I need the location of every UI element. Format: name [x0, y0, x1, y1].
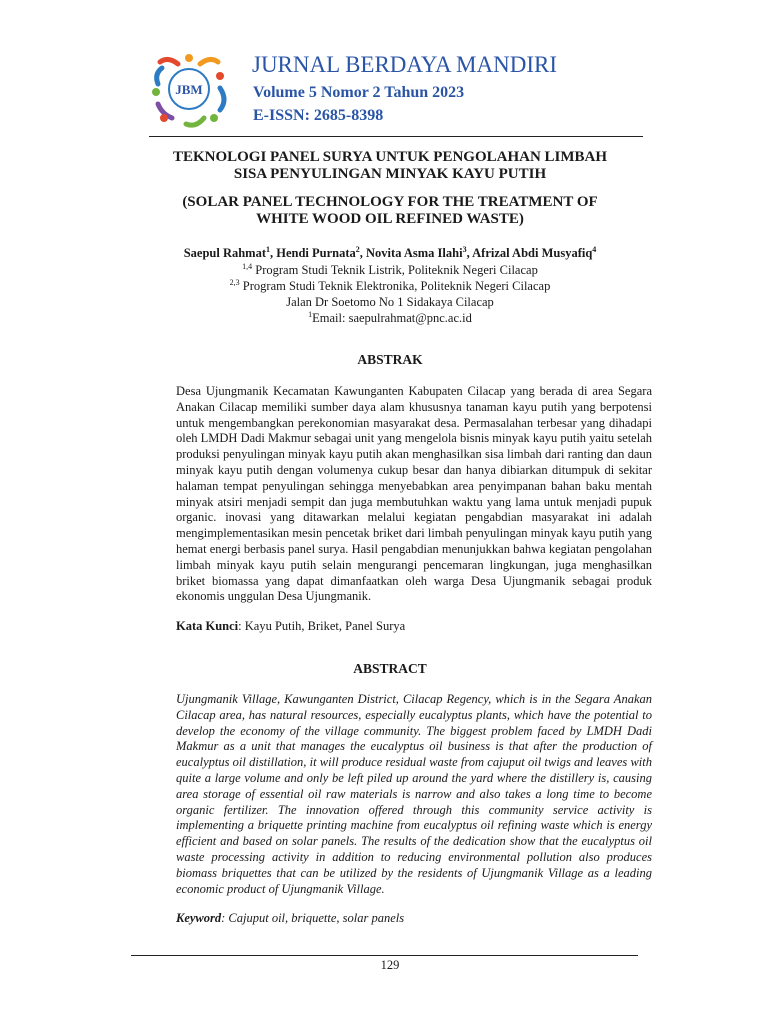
abstrak-heading: ABSTRAK [357, 352, 423, 367]
author-name: Novita Asma Ilahi [366, 246, 463, 260]
logo-text: JBM [175, 82, 203, 97]
title-english [100, 194, 680, 228]
keywords-label: Kata Kunci [176, 619, 239, 633]
author-sup: 3 [462, 244, 467, 254]
jbm-logo-icon [148, 48, 230, 130]
title-id-line-2: SISA PENYULINGAN MINYAK KAYU PUTIH [233, 166, 547, 182]
page-number: 129 [380, 958, 400, 972]
title-en-line-1: (SOLAR PANEL TECHNOLOGY FOR THE TREATMENT OF [182, 194, 598, 210]
abstrak-keywords [176, 618, 652, 634]
title-en-line-2: WHITE WOOD OIL REFINED WASTE) [256, 211, 524, 227]
affiliation-1: $^{1,4}$ Program Studi Teknik Listrik, Politeknik Negeri Cilacap [242, 261, 538, 277]
author-email: $^1$Email: saepulrahmat@pnc.ac.id [308, 309, 472, 325]
author-name: Hendi Purnata [276, 246, 356, 260]
journal-issn: E-ISSN: 2685-8398 [253, 107, 384, 124]
author-list: Saepul Rahmat$^1$, Hendi Purnata$^2$, Novita Asma Ilahi$^3$, Afrizal Abdi Musyafiq$^4$ [183, 244, 597, 260]
abstract-heading: ABSTRACT [353, 661, 427, 676]
affiliation-2: $^{2,3}$ Program Studi Teknik Elektronika, Politeknik Negeri Cilacap [229, 277, 551, 293]
author-sup: 1 [266, 244, 270, 254]
journal-header [148, 48, 648, 138]
abstrak-text: Desa Ujungmanik Kecamatan Kawunganten Kabupaten Cilacap yang berada di area Segara Anakan Cilacap memiliki sumber daya alam khususnya tanaman kayu putih yang berpotensi untuk mengembangkan perekonomian masyarakat desa. Permasalahan terbesar yang dihadapi oleh LMDH Dadi Makmur sebagai unit yang mengelola bisnis minyak kayu putih yaitu setelah produksi penyulingan minyak kayu putih akan menghasilkan sisa limbah dari ranting dan daun minyak kayu putih dengan volumenya cukup besar dan hanya dibiarkan ditumpuk di sekitar halaman tempat penyulingan sehingga menyebabkan area penyimpanan bahan baku mentah minyak atsiri menjadi sempit dan juga membutuhkan waktu yang lama untuk menjadi pupuk organic. inovasi yang ditawarkan melalui kegiatan pengabdian masyarakat ini adalah mengimplementasikan mesin pencetak briket dari limbah penyulingan minyak kayu putih yang hemat energi berbasis panel surya. Hasil pengabdian menunjukkan bahwa kegiatan pengolahan limbah minyak kayu putih selain mengurangi pencemaran lingkungan, juga menghasilkan briket biomassa yang dapat dimanfaatkan oleh warga Desa Ujungmanik sebagai produk ekonomis unggulan Desa Ujungmanik. [176, 384, 652, 604]
header-divider [149, 136, 643, 137]
abstract-keywords [176, 910, 652, 926]
author-name: Afrizal Abdi Musyafiq [472, 246, 593, 260]
title-indonesian [100, 149, 680, 183]
keywords-label: Keyword [176, 911, 222, 925]
keywords-value: : Kayu Putih, Briket, Panel Surya [238, 619, 406, 633]
abstract-text: Ujungmanik Village, Kawunganten District, Cilacap Regency, which is in the Segara Anakan Cilacap area, has natural resources, especially eucalyptus plants, which have the potential to develop the economy of the village community. The biggest problem faced by LMDH Dadi Makmur as a unit that manages the eucalyptus oil business is that after the production of eucalyptus oil distillation, it will produce residual waste from cajuput oil twigs and leaves with quite a large volume and only be left piled up around the yard where the distillery is, causing area storage of essential oil raw materials is narrow and also takes a long time to become organic fertilizer. The innovation offered through this community service activity is implementing a briquette printing machine from eucalyptus oil refining waste which is energy efficient and based on solar panels. The results of the dedication show that the eucalyptus oil waste processing activity in addition to reducing environmental pollution also produces biomass briquettes that can be utilized by the residents of Ujungmanik Village as a leading economic product of Ujungmanik Village. [176, 692, 652, 896]
keywords-value: : Cajuput oil, briquette, solar panels [221, 911, 405, 925]
author-sup: 4 [592, 244, 597, 254]
footer-divider [131, 955, 638, 956]
journal-volume: Volume 5 Nomor 2 Tahun 2023 [253, 84, 465, 101]
title-id-line-1: TEKNOLOGI PANEL SURYA UNTUK PENGOLAHAN LIMBAH [172, 149, 608, 165]
author-sup: 2 [355, 244, 360, 254]
journal-name: JURNAL BERDAYA MANDIRI [252, 52, 557, 77]
author-name: Saepul Rahmat [183, 246, 266, 260]
affiliation-address: Jalan Dr Soetomo No 1 Sidakaya Cilacap [286, 295, 494, 309]
